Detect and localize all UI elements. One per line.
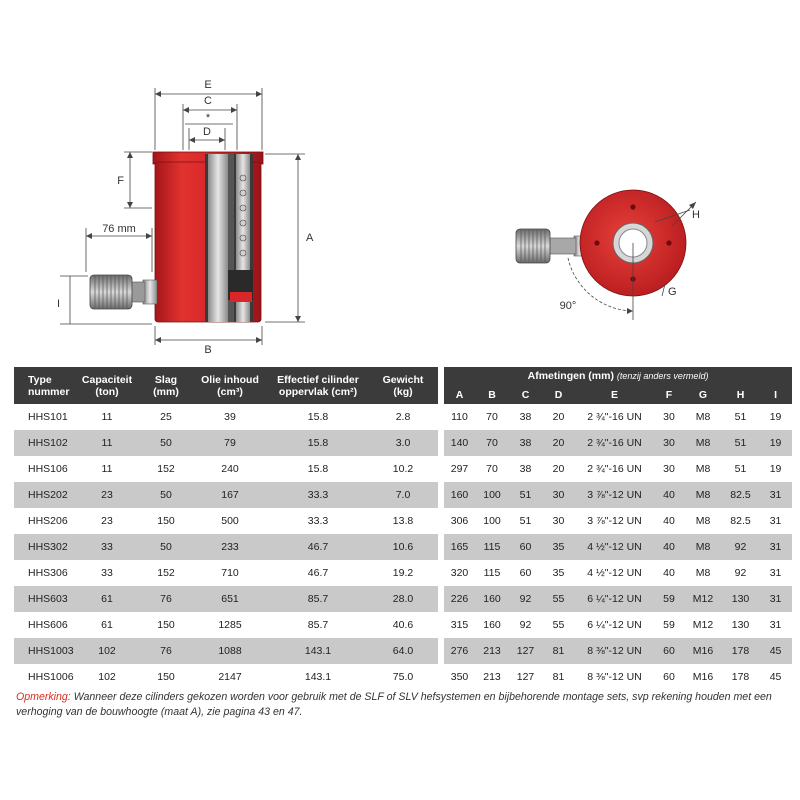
table-cell: 51 [722, 456, 759, 482]
table-cell: 102 [74, 664, 140, 690]
table-cell: 102 [74, 638, 140, 664]
coupler [90, 275, 157, 309]
table-cell: 160 [475, 586, 509, 612]
table-cell: 55 [542, 612, 575, 638]
table-cell: 143.1 [268, 638, 368, 664]
label-b: B [204, 344, 212, 356]
table-cell: M8 [684, 456, 722, 482]
table-cell: 178 [722, 664, 759, 690]
table-cell: 61 [74, 586, 140, 612]
table-cell: 50 [140, 482, 192, 508]
table-cell: 40 [654, 560, 684, 586]
table-cell: 127 [509, 664, 542, 690]
table-row [444, 534, 792, 560]
table-cell: 20 [542, 430, 575, 456]
table-cell: 60 [509, 560, 542, 586]
table-row [14, 586, 438, 612]
table-cell: 4 ½"-12 UN [575, 560, 654, 586]
table-cell: 115 [475, 534, 509, 560]
table-row [14, 482, 438, 508]
header-stroke: Slag (mm) [140, 367, 192, 404]
table-cell: 20 [542, 404, 575, 430]
table-row [444, 430, 792, 456]
table-cell: 64.0 [368, 638, 438, 664]
table-cell: 50 [140, 534, 192, 560]
table-cell: 81 [542, 638, 575, 664]
table-cell: HHS603 [14, 586, 74, 612]
table-cell: 1088 [192, 638, 268, 664]
table-cell: 3 ⅞"-12 UN [575, 482, 654, 508]
table-cell: 28.0 [368, 586, 438, 612]
table-cell: 35 [542, 534, 575, 560]
table-cell: 160 [475, 612, 509, 638]
label-f: F [117, 175, 124, 187]
label-e: E [204, 79, 212, 91]
table-row [444, 482, 792, 508]
table-cell: 297 [444, 456, 475, 482]
table-cell: 92 [722, 534, 759, 560]
table-cell: 50 [140, 430, 192, 456]
table-row [14, 664, 438, 690]
table-cell: 59 [654, 586, 684, 612]
column-header: H [722, 385, 759, 404]
table-cell: 70 [475, 430, 509, 456]
table-cell: 4 ½"-12 UN [575, 534, 654, 560]
table-cell: 240 [192, 456, 268, 482]
table-cell: 233 [192, 534, 268, 560]
table-cell: 46.7 [268, 560, 368, 586]
table-cell: 127 [509, 638, 542, 664]
table-cell: 143.1 [268, 664, 368, 690]
table-cell: 92 [509, 586, 542, 612]
table-cell: 85.7 [268, 612, 368, 638]
table-cell: 100 [475, 482, 509, 508]
table-row [14, 456, 438, 482]
specifications-body [14, 404, 438, 690]
dimensions-body [444, 404, 792, 690]
table-cell: 46.7 [268, 534, 368, 560]
table-cell: 130 [722, 586, 759, 612]
table-cell: 150 [140, 612, 192, 638]
table-cell: 82.5 [722, 482, 759, 508]
dimensions-columns [444, 385, 792, 404]
table-cell: 213 [475, 638, 509, 664]
table-cell: 115 [475, 560, 509, 586]
table-cell: 82.5 [722, 508, 759, 534]
table-cell: 165 [444, 534, 475, 560]
label-90-degrees: 90° [559, 300, 577, 312]
table-cell: HHS606 [14, 612, 74, 638]
column-header: E [575, 385, 654, 404]
table-cell: 35 [542, 560, 575, 586]
table-cell: 85.7 [268, 586, 368, 612]
table-cell: 40.6 [368, 612, 438, 638]
table-cell: M8 [684, 482, 722, 508]
table-row [444, 508, 792, 534]
label-76mm: 76 mm [102, 223, 136, 235]
table-cell: 15.8 [268, 456, 368, 482]
dimensions-title-note: (tenzij anders vermeld) [616, 371, 709, 381]
table-cell: 33.3 [268, 508, 368, 534]
remark-text: Wanneer deze cilinders gekozen worden voor gebruik met de SLF of SLV hefsystemen en bijbehorende montage sets, svp rekening houden met een verhoging van de bouwhoogte (maat A), zie pagina 43 en 47. [16, 691, 772, 718]
table-cell: 6 ¼"-12 UN [575, 612, 654, 638]
table-cell: 150 [140, 508, 192, 534]
table-cell: 315 [444, 612, 475, 638]
table-cell: 15.8 [268, 404, 368, 430]
column-header: F [654, 385, 684, 404]
table-cell: HHS1006 [14, 664, 74, 690]
column-header: G [684, 385, 722, 404]
table-cell: M8 [684, 508, 722, 534]
table-row [444, 638, 792, 664]
table-cell: 2 ¾"-16 UN [575, 404, 654, 430]
table-row [14, 534, 438, 560]
table-cell: 31 [759, 560, 792, 586]
table-cell: 30 [654, 456, 684, 482]
table-cell: 10.6 [368, 534, 438, 560]
label-g: G [668, 286, 677, 298]
column-header: B [475, 385, 509, 404]
remark-note [16, 690, 788, 720]
table-row [14, 430, 438, 456]
column-header: C [509, 385, 542, 404]
table-cell: 31 [759, 482, 792, 508]
table-cell: 25 [140, 404, 192, 430]
table-cell: 19.2 [368, 560, 438, 586]
table-cell: 100 [475, 508, 509, 534]
header-type-number: Type nummer [14, 367, 74, 404]
table-cell: 20 [542, 456, 575, 482]
table-cell: 31 [759, 508, 792, 534]
table-cell: 31 [759, 534, 792, 560]
table-cell: M16 [684, 664, 722, 690]
table-cell: 500 [192, 508, 268, 534]
side-view [57, 79, 314, 356]
label-star: * [205, 112, 211, 124]
top-view [516, 190, 700, 320]
remark-label: Opmerking: [16, 691, 71, 703]
table-cell: 3 ⅞"-12 UN [575, 508, 654, 534]
column-header: D [542, 385, 575, 404]
table-cell: 40 [654, 482, 684, 508]
table-cell: 2 ¾"-16 UN [575, 430, 654, 456]
table-cell: 710 [192, 560, 268, 586]
table-cell: 33.3 [268, 482, 368, 508]
table-cell: 51 [509, 482, 542, 508]
table-cell: 92 [509, 612, 542, 638]
table-cell: 2 ¾"-16 UN [575, 456, 654, 482]
table-cell: 160 [444, 482, 475, 508]
table-cell: 167 [192, 482, 268, 508]
table-row [444, 404, 792, 430]
header-weight: Gewicht (kg) [368, 367, 438, 404]
label-h: H [692, 209, 700, 221]
table-cell: 45 [759, 638, 792, 664]
table-row [14, 638, 438, 664]
table-cell: 152 [140, 560, 192, 586]
table-cell: 19 [759, 430, 792, 456]
table-cell: M12 [684, 612, 722, 638]
dimensions-title: Afmetingen (mm) (tenzij anders vermeld) [444, 367, 792, 385]
column-header: A [444, 385, 475, 404]
table-cell: 350 [444, 664, 475, 690]
table-cell: 19 [759, 456, 792, 482]
table-cell: HHS106 [14, 456, 74, 482]
table-cell: 79 [192, 430, 268, 456]
table-cell: HHS206 [14, 508, 74, 534]
table-cell: 39 [192, 404, 268, 430]
table-cell: HHS101 [14, 404, 74, 430]
table-cell: 30 [542, 508, 575, 534]
dimensions-table [444, 367, 792, 690]
header-effective-area: Effectief cilinder oppervlak (cm²) [268, 367, 368, 404]
table-cell: 7.0 [368, 482, 438, 508]
table-cell: 178 [722, 638, 759, 664]
table-cell: 60 [654, 638, 684, 664]
table-cell: 59 [654, 612, 684, 638]
table-cell: 152 [140, 456, 192, 482]
table-cell: 10.2 [368, 456, 438, 482]
table-cell: 130 [722, 612, 759, 638]
table-cell: 31 [759, 586, 792, 612]
table-cell: HHS202 [14, 482, 74, 508]
table-row [444, 612, 792, 638]
header-capacity: Capaciteit (ton) [74, 367, 140, 404]
table-cell: 3.0 [368, 430, 438, 456]
table-cell: 38 [509, 430, 542, 456]
table-cell: 651 [192, 586, 268, 612]
table-cell: 40 [654, 508, 684, 534]
table-cell: 38 [509, 404, 542, 430]
table-row [444, 664, 792, 690]
table-cell: 92 [722, 560, 759, 586]
table-cell: 81 [542, 664, 575, 690]
table-cell: 30 [542, 482, 575, 508]
table-cell: M8 [684, 404, 722, 430]
table-cell: 70 [475, 456, 509, 482]
label-c: C [204, 95, 212, 107]
header-oil-capacity: Olie inhoud (cm³) [192, 367, 268, 404]
table-cell: 60 [654, 664, 684, 690]
label-d: D [203, 126, 211, 138]
table-cell: 60 [509, 534, 542, 560]
table-cell: 13.8 [368, 508, 438, 534]
table-row [444, 560, 792, 586]
table-cell: 19 [759, 404, 792, 430]
table-cell: 51 [722, 430, 759, 456]
table-cell: 33 [74, 560, 140, 586]
table-cell: 6 ¼"-12 UN [575, 586, 654, 612]
table-cell: 8 ⅜"-12 UN [575, 664, 654, 690]
table-cell: 11 [74, 430, 140, 456]
table-cell: 2147 [192, 664, 268, 690]
table-cell: 150 [140, 664, 192, 690]
table-cell: 23 [74, 482, 140, 508]
table-cell: 140 [444, 430, 475, 456]
table-cell: 70 [475, 404, 509, 430]
table-cell: 55 [542, 586, 575, 612]
label-i: I [56, 298, 60, 310]
specifications-table [14, 367, 438, 690]
column-header: I [759, 385, 792, 404]
table-cell: 33 [74, 534, 140, 560]
table-cell: M8 [684, 430, 722, 456]
table-cell: 213 [475, 664, 509, 690]
table-cell: 15.8 [268, 430, 368, 456]
table-cell: 320 [444, 560, 475, 586]
table-cell: HHS102 [14, 430, 74, 456]
table-cell: 31 [759, 612, 792, 638]
table-cell: 276 [444, 638, 475, 664]
table-cell: 61 [74, 612, 140, 638]
table-cell: 45 [759, 664, 792, 690]
table-cell: M12 [684, 586, 722, 612]
table-cell: 38 [509, 456, 542, 482]
table-cell: 51 [509, 508, 542, 534]
table-row [14, 612, 438, 638]
table-cell: 30 [654, 430, 684, 456]
table-row [444, 586, 792, 612]
table-cell: 306 [444, 508, 475, 534]
table-cell: HHS302 [14, 534, 74, 560]
table-cell: M8 [684, 560, 722, 586]
table-cell: M8 [684, 534, 722, 560]
table-cell: HHS306 [14, 560, 74, 586]
label-a: A [306, 232, 314, 244]
table-cell: 23 [74, 508, 140, 534]
table-cell: M16 [684, 638, 722, 664]
table-cell: 75.0 [368, 664, 438, 690]
table-cell: 76 [140, 586, 192, 612]
table-row [444, 456, 792, 482]
table-cell: 1285 [192, 612, 268, 638]
table-row [14, 404, 438, 430]
table-row [14, 508, 438, 534]
table-cell: 226 [444, 586, 475, 612]
table-cell: 51 [722, 404, 759, 430]
table-cell: HHS1003 [14, 638, 74, 664]
table-cell: 76 [140, 638, 192, 664]
table-cell: 8 ⅜"-12 UN [575, 638, 654, 664]
table-cell: 110 [444, 404, 475, 430]
table-cell: 2.8 [368, 404, 438, 430]
table-row [14, 560, 438, 586]
cylinder-drawing [0, 0, 800, 360]
table-cell: 30 [654, 404, 684, 430]
table-cell: 40 [654, 534, 684, 560]
table-cell: 11 [74, 456, 140, 482]
table-cell: 11 [74, 404, 140, 430]
